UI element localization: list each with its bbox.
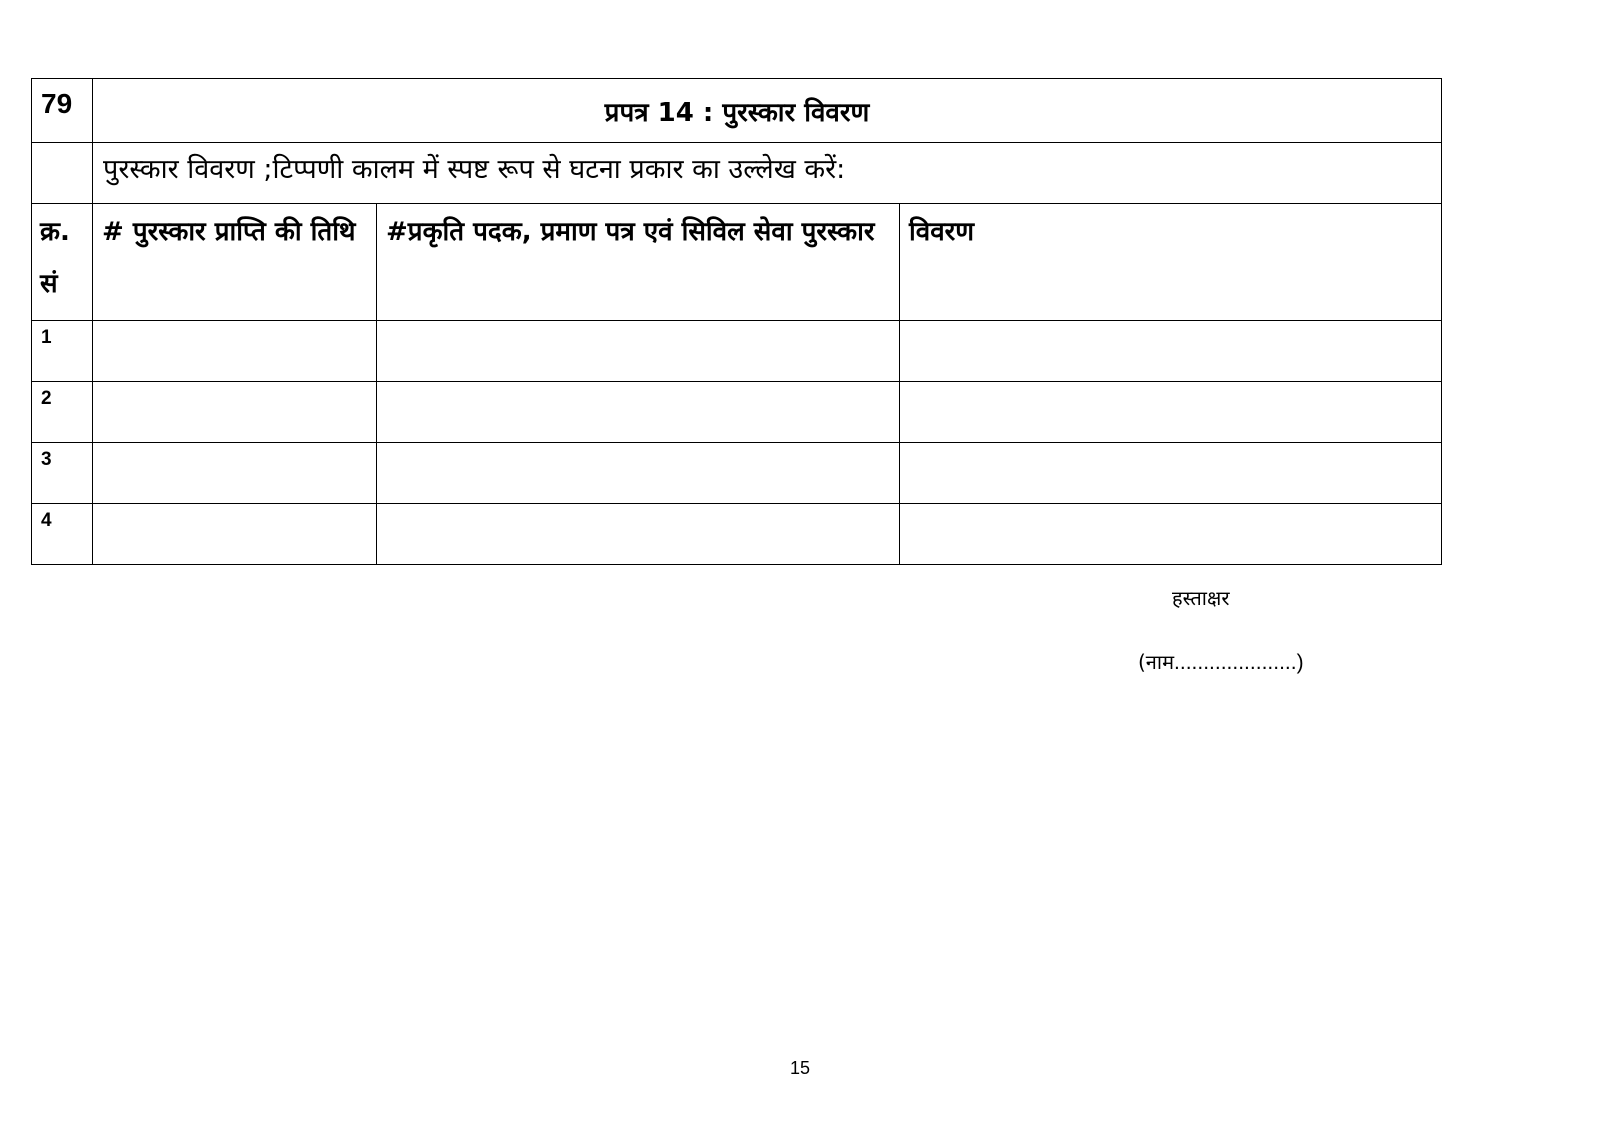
instruction-text: पुरस्कार विवरण ;टिप्पणी कालम में स्पष्ट रूप से घटना प्रकार का उल्लेख करें: [93,143,1442,204]
table-row [32,321,1442,382]
instruction-row [32,143,1442,204]
table-row [32,443,1442,504]
details-cell[interactable] [900,504,1442,565]
award-date-cell[interactable] [93,504,377,565]
header-award-nature: #प्रकृति पदक, प्रमाण पत्र एवं सिविल सेवा पुरस्कार [377,204,900,321]
form-title: प्रपत्र 14 : पुरस्कार विवरण [93,79,1442,143]
form-number: 79 [32,79,93,143]
award-nature-cell[interactable] [377,382,900,443]
row-serial: 1 [32,321,93,382]
page-number: 15 [790,1058,811,1078]
details-cell[interactable] [900,321,1442,382]
table-row [32,382,1442,443]
name-line [1138,648,1304,675]
header-details: विवरण [900,204,1442,321]
details-cell[interactable] [900,382,1442,443]
name-prefix: (नाम [1138,650,1175,674]
header-award-date: # पुरस्कार प्राप्ति की तिथि [93,204,377,321]
row-serial: 4 [32,504,93,565]
award-nature-cell[interactable] [377,321,900,382]
row-serial: 2 [32,382,93,443]
award-details-table [31,78,1442,565]
table-row [32,504,1442,565]
details-cell[interactable] [900,443,1442,504]
award-date-cell[interactable] [93,443,377,504]
instruction-blank-cell [32,143,93,204]
form-title-row [32,79,1442,143]
row-serial: 3 [32,443,93,504]
signature-label: हस्ताक्षर [1172,586,1230,610]
award-nature-cell[interactable] [377,443,900,504]
award-date-cell[interactable] [93,382,377,443]
name-dots: .....................) [1174,651,1304,674]
header-row [32,204,1442,321]
award-date-cell[interactable] [93,321,377,382]
award-nature-cell[interactable] [377,504,900,565]
header-serial: क्र. सं [32,204,93,321]
